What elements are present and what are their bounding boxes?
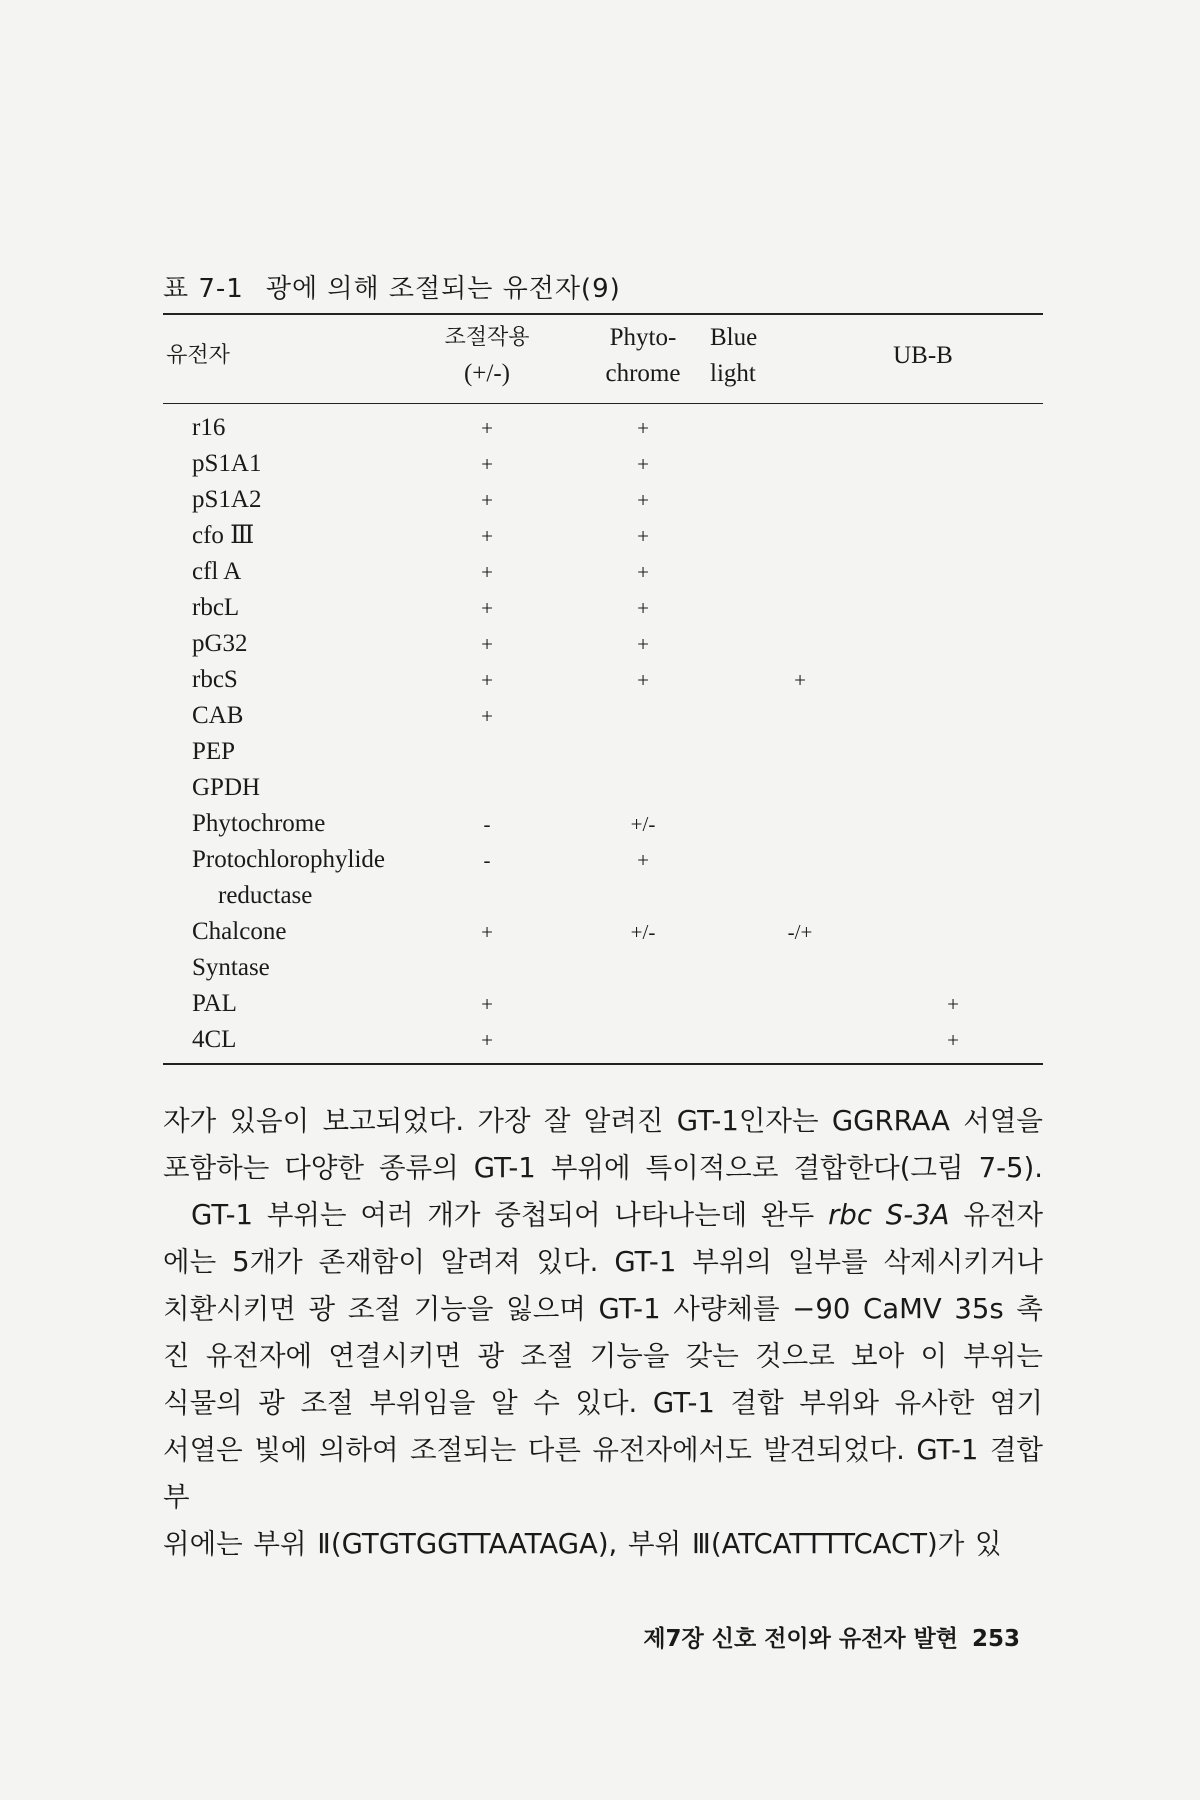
uvb-cell: + xyxy=(947,992,959,1016)
table-row xyxy=(0,734,1200,770)
body-line: 서열은 빛에 의하여 조절되는 다른 유전자에서도 발견되었다. GT-1 결합 부 xyxy=(163,1434,1043,1513)
page-footer xyxy=(600,1620,1020,1653)
gene-name: Syntase xyxy=(192,954,270,981)
phytochrome-cell: + xyxy=(637,524,649,548)
gene-name: reductase xyxy=(218,882,313,909)
gene-name: cfo Ⅲ xyxy=(192,522,255,549)
blue-light-cell: -/+ xyxy=(787,920,813,944)
table-row xyxy=(0,554,1200,590)
regulation-cell: - xyxy=(483,848,491,872)
phytochrome-cell: + xyxy=(637,632,649,656)
table-row xyxy=(0,1022,1200,1058)
gene-name: CAB xyxy=(192,702,244,729)
body-line: 에는 5개가 존재함이 알려져 있다. GT-1 부위의 일부를 삭제시키거나 xyxy=(163,1246,1043,1278)
phytochrome-cell: + xyxy=(637,848,649,872)
table-row xyxy=(0,986,1200,1022)
table-row xyxy=(0,842,1200,878)
regulation-cell: + xyxy=(481,1028,493,1052)
regulation-cell: + xyxy=(481,488,493,512)
header-blue-2: light xyxy=(710,360,756,387)
table-row xyxy=(0,626,1200,662)
regulation-cell: + xyxy=(481,704,493,728)
page-number: 253 xyxy=(971,1626,1020,1652)
phytochrome-cell: + xyxy=(637,488,649,512)
table-number: 표 7-1 xyxy=(163,274,244,304)
table-row xyxy=(0,914,1200,950)
table-row xyxy=(0,518,1200,554)
header-phyto-1: Phyto- xyxy=(609,324,677,351)
regulation-cell: + xyxy=(481,524,493,548)
body-line: 포함하는 다양한 종류의 GT-1 부위에 특이적으로 결합한다(그림 7-5). xyxy=(163,1152,1043,1184)
body-line: 자가 있음이 보고되었다. 가장 잘 알려진 GT-1인자는 GGRRAA 서열을 xyxy=(163,1105,1043,1137)
table-row xyxy=(0,662,1200,698)
gene-name: rbcS xyxy=(192,666,238,693)
phytochrome-cell: + xyxy=(637,668,649,692)
table-caption xyxy=(163,268,621,305)
gene-name: GPDH xyxy=(192,774,261,801)
regulation-cell: + xyxy=(481,596,493,620)
regulation-cell: + xyxy=(481,668,493,692)
gene-name: pS1A2 xyxy=(192,486,262,513)
phytochrome-cell: + xyxy=(637,452,649,476)
header-regulation-1: 조절작용 xyxy=(444,325,530,350)
body-paragraph xyxy=(163,1098,1043,1568)
regulation-cell: + xyxy=(481,632,493,656)
gene-name: Phytochrome xyxy=(192,810,326,837)
body-line: 식물의 광 조절 부위임을 알 수 있다. GT-1 결합 부위와 유사한 염기 xyxy=(163,1387,1043,1419)
table-top-rule xyxy=(163,313,1043,315)
phytochrome-cell: + xyxy=(637,560,649,584)
table-row xyxy=(0,482,1200,518)
phytochrome-cell: + xyxy=(637,416,649,440)
regulation-cell: + xyxy=(481,560,493,584)
gene-name: PEP xyxy=(192,738,236,765)
gene-name: cfl A xyxy=(192,558,242,585)
regulation-cell: + xyxy=(481,992,493,1016)
header-blue-1: Blue xyxy=(710,324,758,351)
gene-name: Chalcone xyxy=(192,918,287,945)
phytochrome-cell: +/- xyxy=(630,812,656,836)
gene-name: r16 xyxy=(192,414,226,441)
phytochrome-cell: +/- xyxy=(630,920,656,944)
table-row xyxy=(0,698,1200,734)
table-row xyxy=(0,878,1200,914)
uvb-cell: + xyxy=(947,1028,959,1052)
gene-name: pG32 xyxy=(192,630,248,657)
phytochrome-cell: + xyxy=(637,596,649,620)
body-line: GT-1 부위는 여러 개가 중첩되어 나타나는데 완두 rbc S-3A 유전자 xyxy=(191,1199,1044,1231)
body-line: 위에는 부위 Ⅱ(GTGTGGTTAATAGA), 부위 Ⅲ(ATCATTTTCACT)가 있 xyxy=(163,1528,1002,1560)
chapter-title: 제7장 신호 전이와 유전자 발현 xyxy=(643,1626,958,1652)
gene-name: PAL xyxy=(192,990,237,1017)
table-header-rule xyxy=(163,403,1043,404)
header-phyto-2: chrome xyxy=(605,360,681,387)
regulation-cell: - xyxy=(483,812,491,836)
regulation-cell: + xyxy=(481,416,493,440)
gene-name: 4CL xyxy=(192,1026,237,1053)
gene-name: Protochlorophylide xyxy=(192,846,386,873)
table-row xyxy=(0,770,1200,806)
table-row xyxy=(0,590,1200,626)
table-row xyxy=(0,806,1200,842)
regulation-cell: + xyxy=(481,920,493,944)
gene-name: rbcL xyxy=(192,594,240,621)
header-gene: 유전자 xyxy=(166,343,230,368)
table-row xyxy=(0,410,1200,446)
table-title: 광에 의해 조절되는 유전자(9) xyxy=(265,274,621,304)
gene-name: pS1A1 xyxy=(192,450,262,477)
header-regulation-2: (+/-) xyxy=(463,360,511,387)
table-bottom-rule xyxy=(163,1063,1043,1065)
blue-light-cell: + xyxy=(794,668,806,692)
table-row xyxy=(0,950,1200,986)
body-line: 치환시키면 광 조절 기능을 잃으며 GT-1 사량체를 −90 CaMV 35s 촉 xyxy=(163,1293,1043,1325)
table-row xyxy=(0,446,1200,482)
regulation-cell: + xyxy=(481,452,493,476)
header-uvb: UB-B xyxy=(893,342,953,369)
body-line: 진 유전자에 연결시키면 광 조절 기능을 갖는 것으로 보아 이 부위는 xyxy=(163,1340,1043,1372)
